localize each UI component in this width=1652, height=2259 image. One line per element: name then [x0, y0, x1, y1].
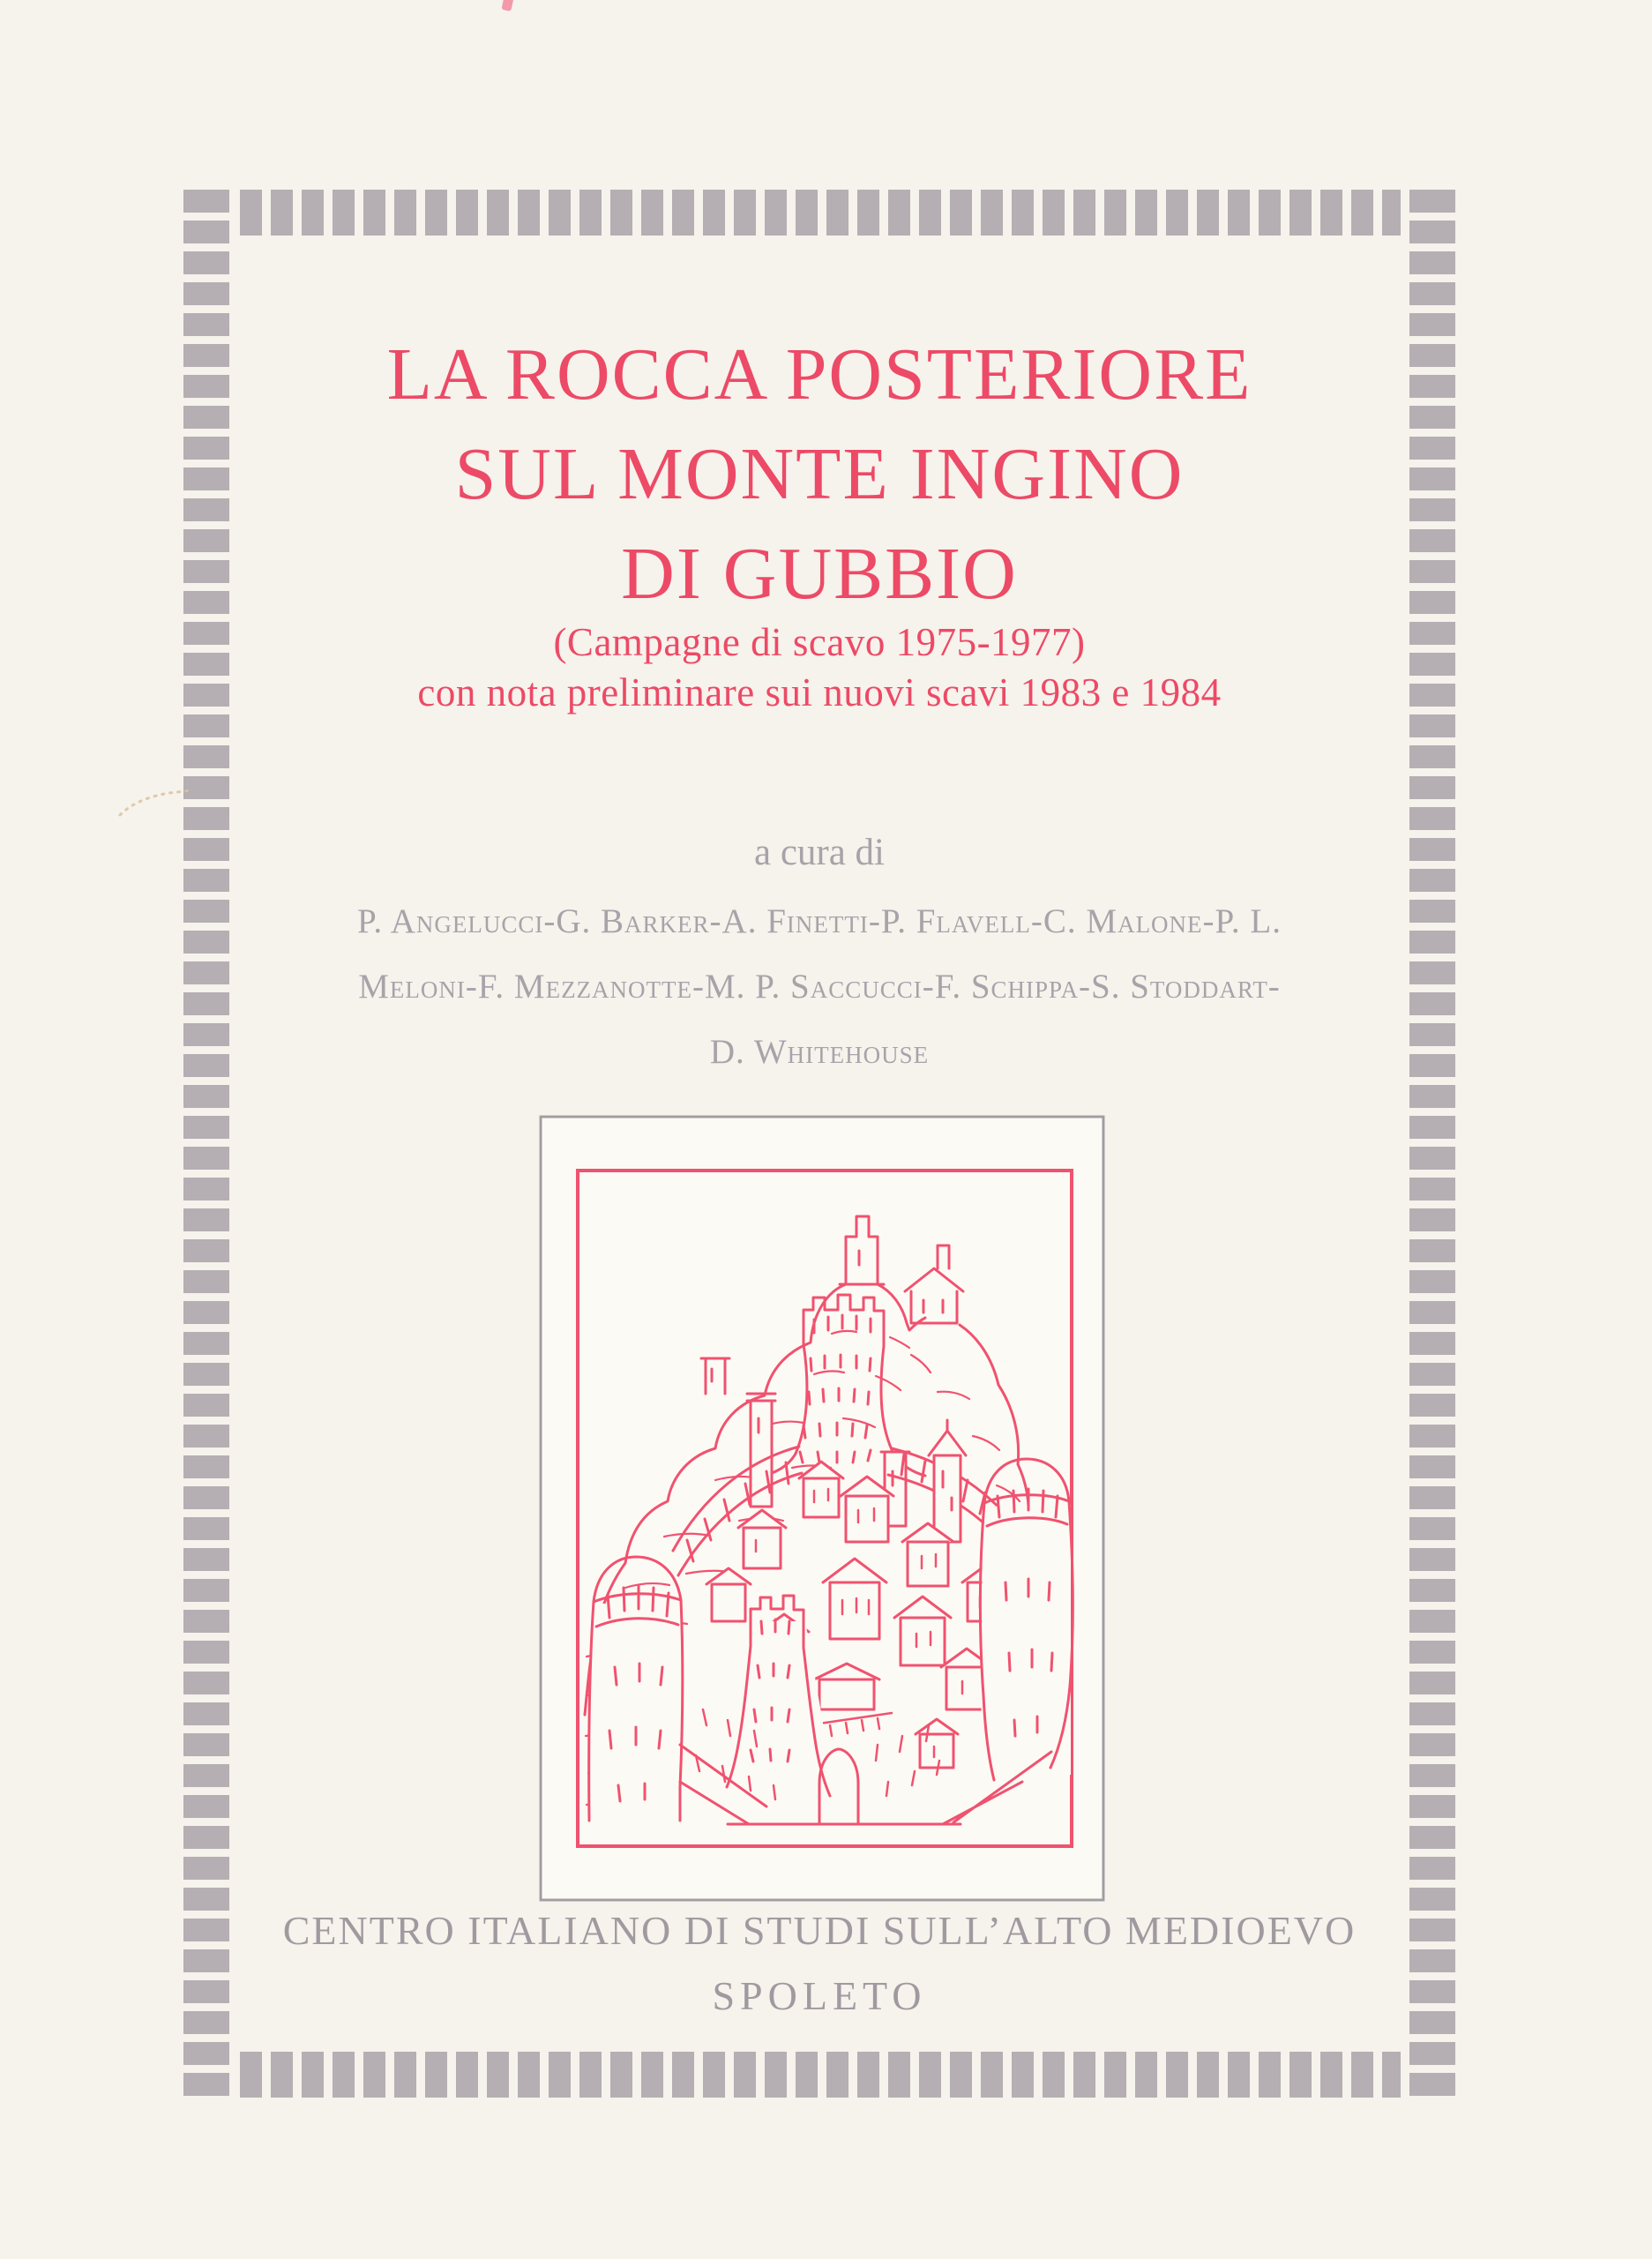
editors-list: [183, 889, 1455, 1085]
publisher-name: CENTRO ITALIANO DI STUDI SULL’ALTO MEDIOEVO: [282, 1908, 1357, 1953]
editors-line2: Meloni-F. Mezzanotte-M. P. Saccucci-F. Schippa-S. Stoddart-: [358, 968, 1281, 1006]
right-bastion: [980, 1459, 1073, 1792]
publisher-city: SPOLETO: [712, 1973, 927, 2018]
book-title-line1: LA ROCCA POSTERIORE: [386, 333, 1252, 415]
subtitle-line1: (Campagne di scavo 1975-1977): [553, 620, 1086, 664]
border-bottom: [240, 2052, 1401, 2098]
book-title-line3: DI GUBBIO: [621, 533, 1018, 615]
book-title: [183, 325, 1455, 624]
book-title-line2: SUL MONTE INGINO: [454, 433, 1185, 515]
scan-noise-red-speck: [501, 0, 513, 11]
editors-line3: D. Whitehouse: [709, 1033, 930, 1071]
border-top: [240, 190, 1401, 236]
editors-line1: P. Angelucci-G. Barker-A. Finetti-P. Flavell-C. Malone-P. L.: [357, 902, 1282, 940]
edited-by-label: a cura di: [753, 832, 886, 873]
gubbio-woodcut-illustration: [539, 1115, 1105, 1902]
scan-noise-smudge: [113, 776, 192, 822]
book-subtitle: [183, 617, 1455, 718]
subtitle-line2: con nota preliminare sui nuovi scavi 1983 e 1984: [417, 670, 1222, 714]
cover-illustration: [539, 1115, 1105, 1902]
